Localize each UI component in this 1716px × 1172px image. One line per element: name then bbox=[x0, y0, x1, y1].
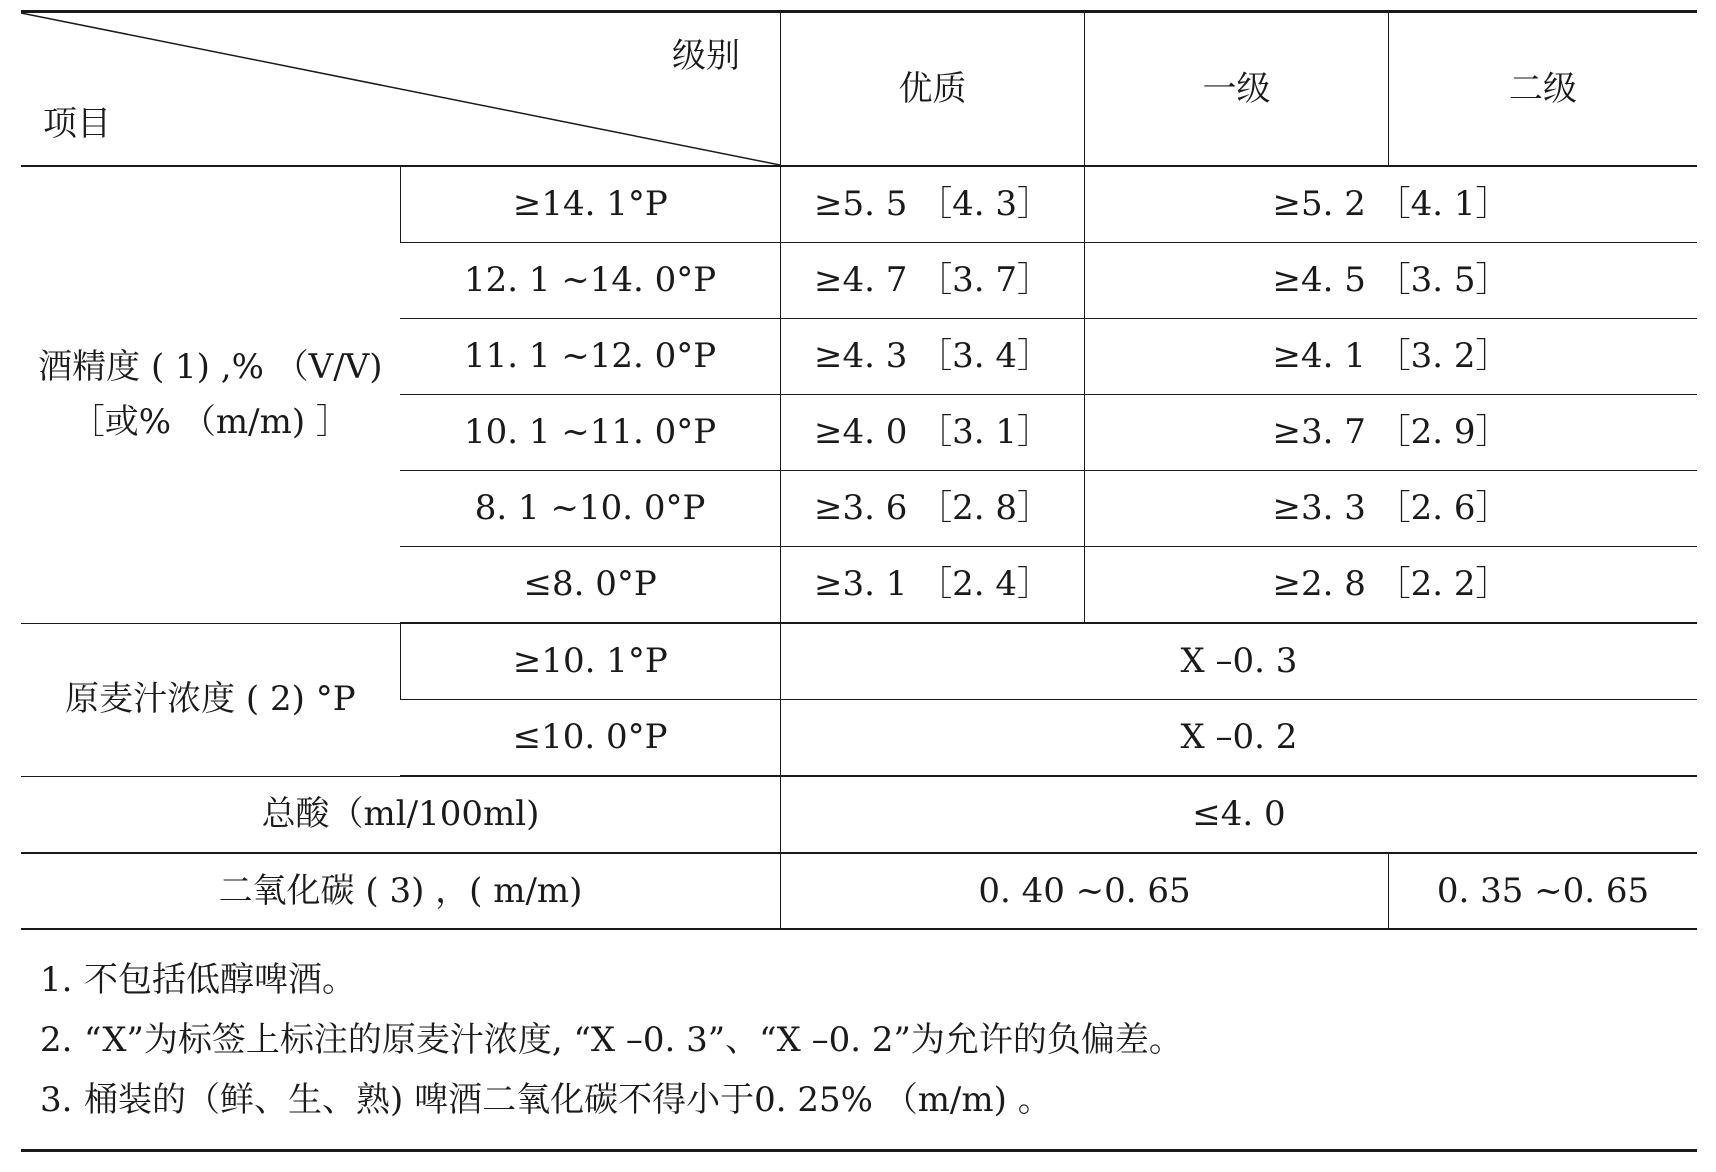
wort-range-cell: 12. 1 ~14. 0°P bbox=[400, 243, 780, 319]
footnote-text: 桶装的（鲜、生、熟) 啤酒二氧化碳不得小于0. 25% （m/m) 。 bbox=[84, 1080, 1052, 1120]
column-header-grade-1: 一级 bbox=[1085, 12, 1389, 167]
table-row bbox=[21, 623, 1697, 700]
grade-1-2-value-cell: ≥3. 7 ［2. 9］ bbox=[1085, 395, 1698, 471]
footnote-number: 3. bbox=[40, 1080, 73, 1120]
wort-tolerance-cell: X –0. 3 bbox=[780, 623, 1697, 700]
footnote-number: 2. bbox=[40, 1020, 73, 1060]
total-acid-value-cell: ≤4. 0 bbox=[780, 776, 1697, 853]
wort-range-cell: 10. 1 ~11. 0°P bbox=[400, 395, 780, 471]
table-row bbox=[21, 776, 1697, 853]
grade-1-2-value-cell: ≥2. 8 ［2. 2］ bbox=[1085, 547, 1698, 624]
original-wort-label-cell: 原麦汁浓度 ( 2) °P bbox=[21, 623, 400, 776]
grade-1-2-value-cell: ≥4. 5 ［3. 5］ bbox=[1085, 243, 1698, 319]
diagonal-divider-line bbox=[21, 13, 780, 165]
premium-value-cell: ≥4. 7 ［3. 7］ bbox=[780, 243, 1084, 319]
co2-premium-grade-1-value-cell: 0. 40 ~0. 65 bbox=[780, 853, 1388, 929]
footnote-2 bbox=[40, 1010, 1183, 1070]
footnote-1 bbox=[40, 950, 1183, 1010]
alcohol-content-label: 酒精度 ( 1) ,% （V/V) bbox=[38, 347, 383, 388]
diagonal-header-cell bbox=[21, 12, 780, 167]
premium-value-cell: ≥4. 3 ［3. 4］ bbox=[780, 319, 1084, 395]
footnote-number: 1. bbox=[40, 960, 73, 1000]
table-row bbox=[21, 853, 1697, 929]
table-footnotes bbox=[40, 950, 1183, 1130]
grade-1-2-value-cell: ≥4. 1 ［3. 2］ bbox=[1085, 319, 1698, 395]
wort-range-cell: ≤10. 0°P bbox=[400, 700, 780, 777]
co2-grade-2-value-cell: 0. 35 ~0. 65 bbox=[1389, 853, 1697, 929]
bottom-rule bbox=[21, 1149, 1697, 1152]
item-axis-label: 项目 bbox=[43, 103, 111, 144]
wort-range-cell: ≤8. 0°P bbox=[400, 547, 780, 624]
table-row bbox=[21, 166, 1697, 243]
wort-range-cell: ≥10. 1°P bbox=[400, 623, 780, 700]
total-acid-label-cell: 总酸（ml/100ml) bbox=[21, 776, 780, 853]
wort-tolerance-cell: X –0. 2 bbox=[780, 700, 1697, 777]
column-header-premium: 优质 bbox=[780, 12, 1084, 167]
table-header-row bbox=[21, 12, 1697, 167]
premium-value-cell: ≥3. 1 ［2. 4］ bbox=[780, 547, 1084, 624]
grade-1-2-value-cell: ≥5. 2 ［4. 1］ bbox=[1085, 166, 1698, 243]
wort-range-cell: 8. 1 ~10. 0°P bbox=[400, 471, 780, 547]
alcohol-content-unit-label: ［或% （m/m) ］ bbox=[70, 401, 350, 442]
premium-value-cell: ≥3. 6 ［2. 8］ bbox=[780, 471, 1084, 547]
co2-label-cell: 二氧化碳 ( 3) ，( m/m) bbox=[21, 853, 780, 929]
wort-range-cell: 11. 1 ~12. 0°P bbox=[400, 319, 780, 395]
beer-physicochemical-standards-table bbox=[21, 10, 1697, 930]
premium-value-cell: ≥4. 0 ［3. 1］ bbox=[780, 395, 1084, 471]
wort-range-cell: ≥14. 1°P bbox=[400, 166, 780, 243]
grade-axis-label: 级别 bbox=[671, 36, 740, 76]
footnote-text: 不包括低醇啤酒。 bbox=[84, 960, 356, 1000]
footnote-text: “X”为标签上标注的原麦汁浓度, “X –0. 3”、“X –0. 2”为允许的负偏差。 bbox=[84, 1020, 1183, 1060]
column-header-grade-2: 二级 bbox=[1389, 12, 1697, 167]
premium-value-cell: ≥5. 5 ［4. 3］ bbox=[780, 166, 1084, 243]
footnote-3 bbox=[40, 1070, 1183, 1130]
alcohol-content-label-cell bbox=[21, 166, 400, 623]
grade-1-2-value-cell: ≥3. 3 ［2. 6］ bbox=[1085, 471, 1698, 547]
